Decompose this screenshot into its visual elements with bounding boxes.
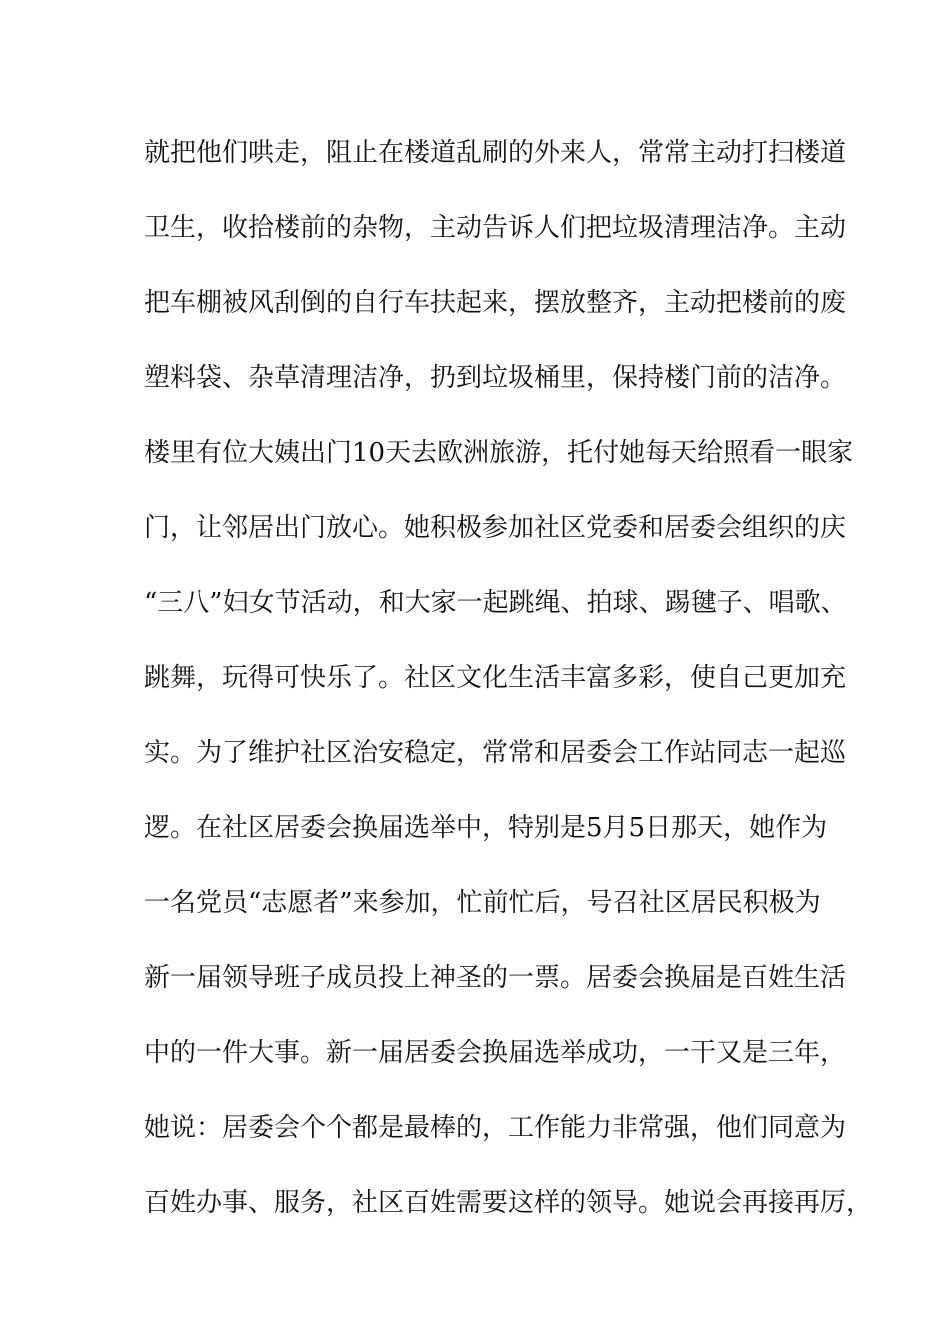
- text-line: 实。为了维护社区治安稳定，常常和居委会工作站同志一起巡: [144, 738, 847, 768]
- text-line: 一名党员“志愿者”来参加，忙前忙后，号召社区居民积极为: [144, 888, 821, 918]
- text-line: 卫生，收拾楼前的杂物，主动告诉人们把垃圾清理洁净。主动: [144, 213, 847, 243]
- text-line: 门，让邻居出门放心。她积极参加社区党委和居委会组织的庆: [144, 513, 847, 543]
- text-line: 百姓办事、服务，社区百姓需要这样的领导。她说会再接再厉，: [144, 1188, 873, 1218]
- text-line: 逻。在社区居委会换届选举中，特别是5月5日那天，她作为: [144, 813, 828, 843]
- text-line: 把车棚被风刮倒的自行车扶起来，摆放整齐，主动把楼前的废: [144, 288, 847, 318]
- text-line: 中的一件大事。新一届居委会换届选举成功，一干又是三年，: [144, 1038, 847, 1068]
- text-line: 新一届领导班子成员投上神圣的一票。居委会换届是百姓生活: [144, 963, 847, 993]
- text-line: 就把他们哄走，阻止在楼道乱刷的外来人，常常主动打扫楼道: [144, 138, 847, 168]
- text-line: 她说：居委会个个都是最棒的，工作能力非常强，他们同意为: [144, 1113, 847, 1143]
- text-line: 楼里有位大姨出门10天去欧洲旅游，托付她每天给照看一眼家: [144, 438, 854, 468]
- text-line: 塑料袋、杂草清理洁净，扔到垃圾桶里，保持楼门前的洁净。: [144, 363, 847, 393]
- text-line: 跳舞，玩得可快乐了。社区文化生活丰富多彩，使自己更加充: [144, 663, 847, 693]
- body-text: [144, 133, 873, 1258]
- text-line: “三八”妇女节活动，和大家一起跳绳、拍球、踢毽子、唱歌、: [144, 588, 847, 618]
